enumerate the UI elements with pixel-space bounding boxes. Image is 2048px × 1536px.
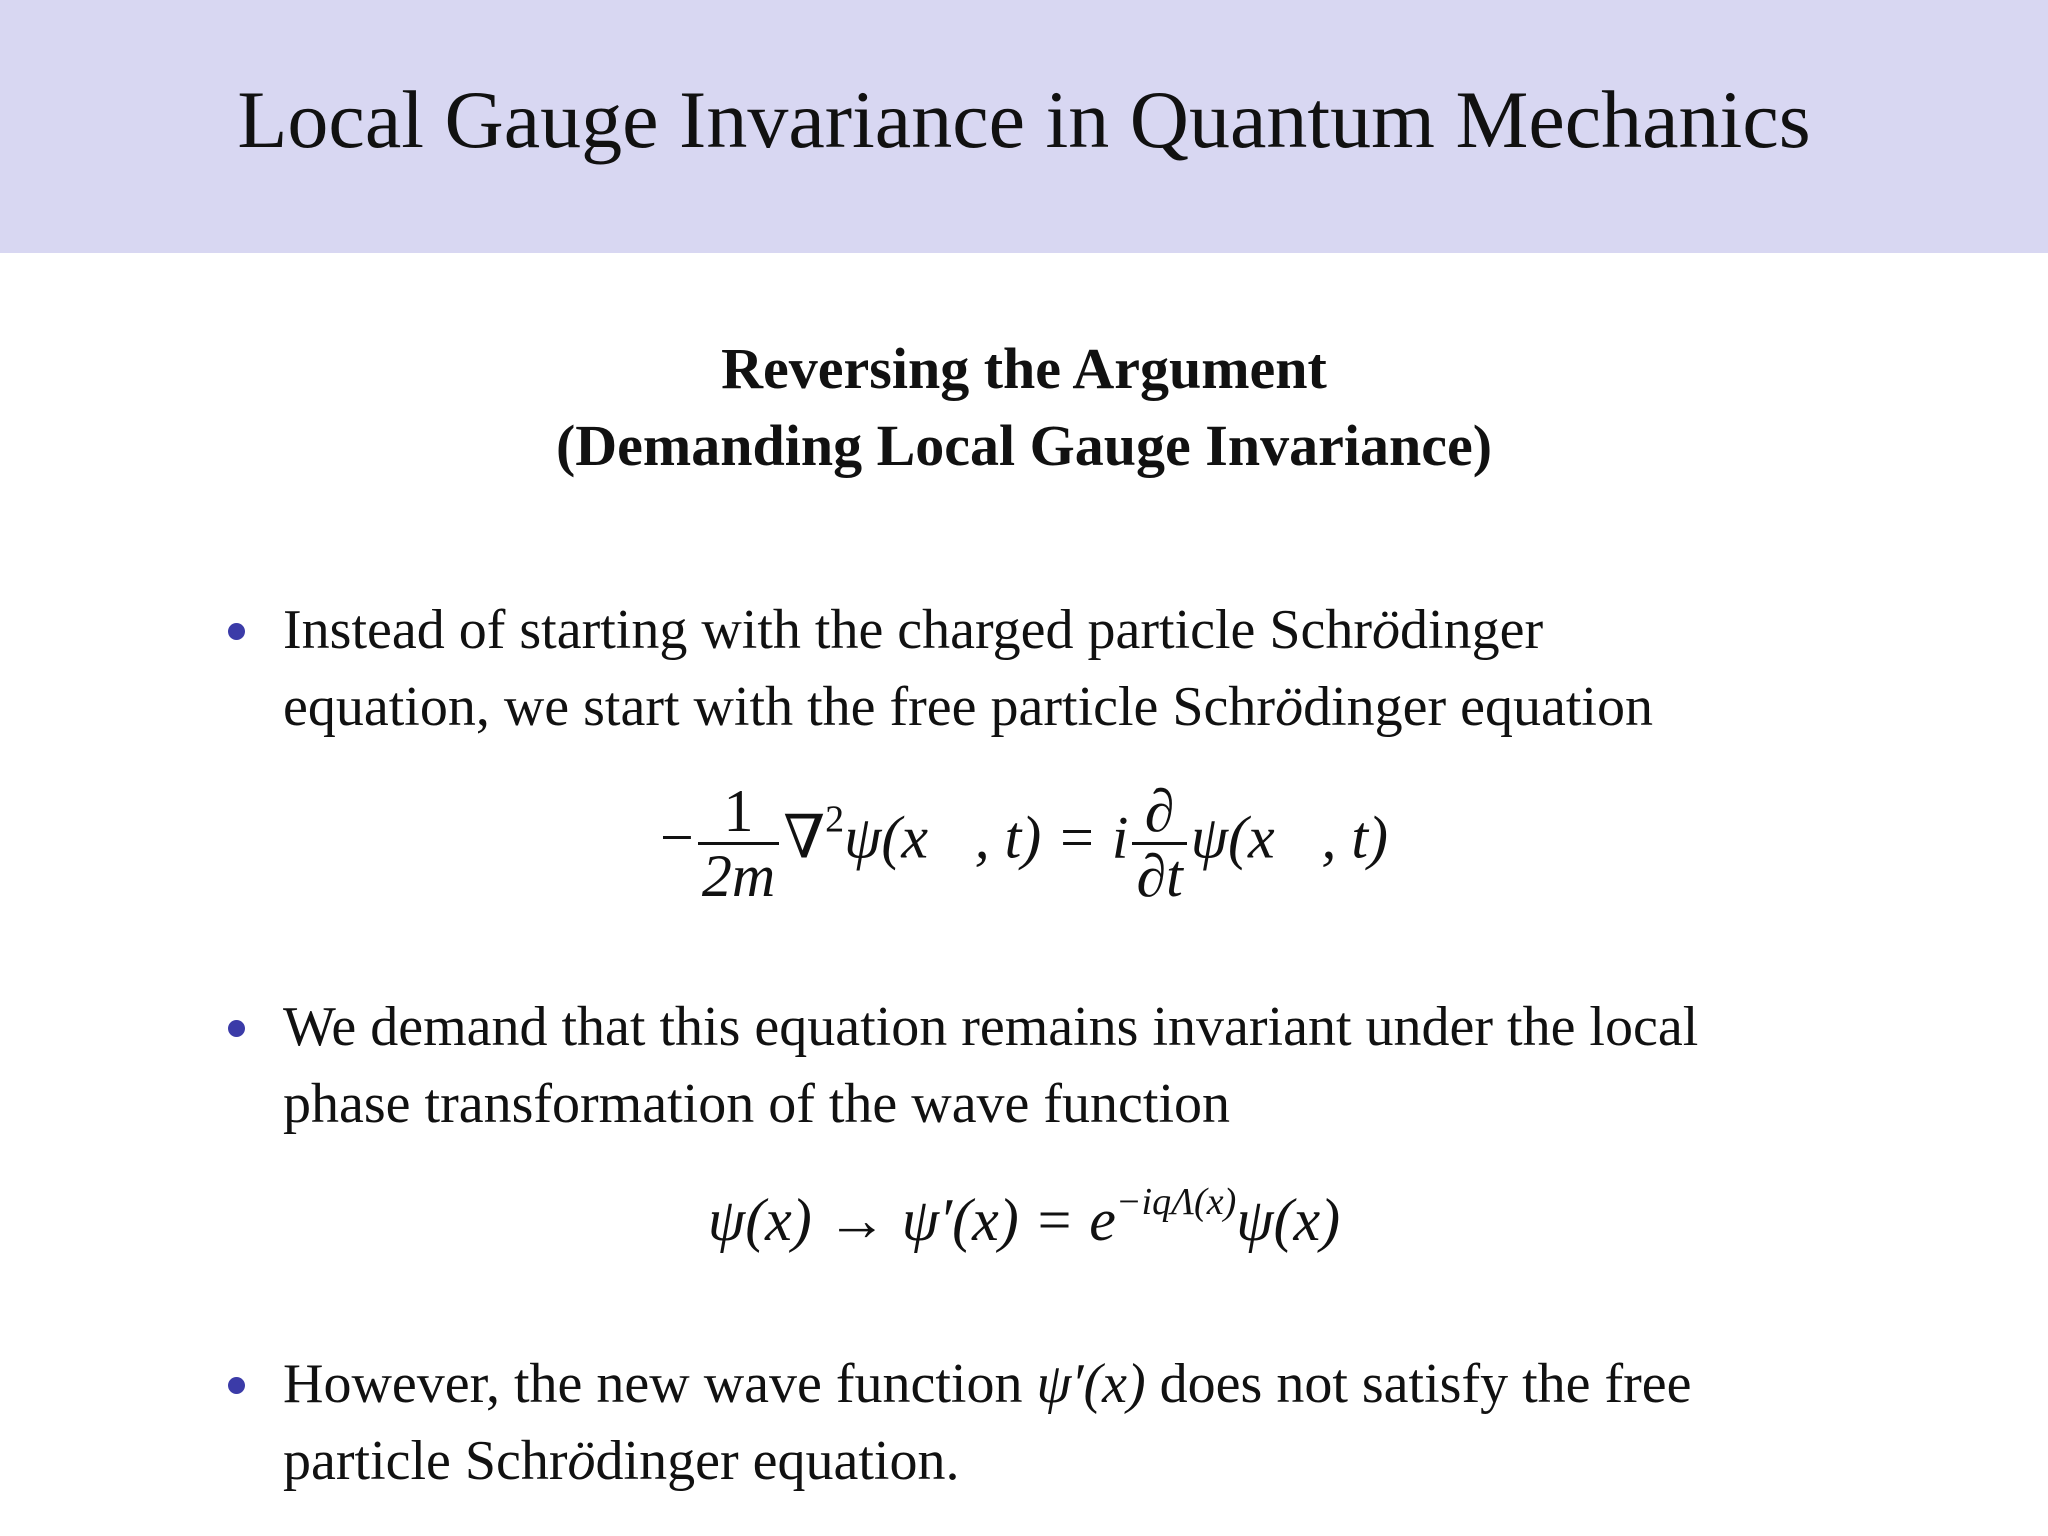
bullet-1 bbox=[283, 592, 1853, 746]
bullet-3-line-2 bbox=[283, 1423, 1853, 1500]
eq1-rhs: ψ(x⃗, t) bbox=[1190, 804, 1388, 871]
bullet-3-line-1 bbox=[283, 1346, 1853, 1423]
bullet-2 bbox=[283, 989, 1853, 1143]
bullet-2-line-1: We demand that this equation remains invariant under the local bbox=[283, 996, 1699, 1058]
section-heading-line-1: Reversing the Argument bbox=[721, 336, 1327, 401]
eq1-frac1-numerator: 1 bbox=[723, 778, 754, 844]
eq1-nabla: ∇ bbox=[783, 804, 826, 871]
bullet-3 bbox=[283, 1346, 1853, 1500]
eq1-exponent: 2 bbox=[825, 798, 845, 841]
phase-transformation-equation bbox=[0, 1180, 2048, 1260]
bullet-3-text-b: does not satisfy the free bbox=[1145, 1353, 1692, 1415]
eq2-exponent: −iqΛ(x) bbox=[1115, 1181, 1237, 1223]
bullet-3-text-c: particle Schr bbox=[283, 1430, 568, 1492]
bullet-dot-2 bbox=[228, 1020, 245, 1037]
bullet-1-text-c: equation, we start with the free particle Schr bbox=[283, 676, 1276, 738]
section-heading-line-2: (Demanding Local Gauge Invariance) bbox=[555, 413, 1493, 478]
bullet-1-text-b: dinger bbox=[1400, 599, 1544, 661]
bullet-3-umlaut: ö bbox=[567, 1430, 596, 1492]
bullet-3-text-d: dinger equation. bbox=[595, 1430, 960, 1492]
eq1-frac2-numerator: ∂ bbox=[1144, 778, 1175, 844]
bullet-dot-1 bbox=[228, 623, 245, 640]
bullet-3-text-a: However, the new wave function bbox=[283, 1353, 1037, 1415]
page-title: Local Gauge Invariance in Quantum Mechanics bbox=[237, 74, 1811, 165]
bullet-1-line-2 bbox=[283, 669, 1853, 746]
bullet-1-line-1 bbox=[283, 592, 1853, 669]
bullet-1-umlaut-b: ö bbox=[1275, 676, 1304, 738]
bullet-dot-3 bbox=[228, 1377, 245, 1394]
eq2-lhs: ψ(x) → ψ′(x) = e bbox=[707, 1187, 1116, 1253]
eq1-fraction-1 bbox=[698, 780, 779, 907]
bullet-3-math: ψ′(x) bbox=[1036, 1353, 1146, 1415]
eq1-lhs: ψ(x⃗, t) = i bbox=[844, 804, 1129, 871]
section-heading bbox=[0, 330, 2048, 484]
bullet-1-text-a: Instead of starting with the charged particle Schr bbox=[283, 599, 1373, 661]
eq1-frac1-denominator: 2m bbox=[698, 842, 779, 907]
bullet-1-text-d: dinger equation bbox=[1303, 676, 1653, 738]
bullet-1-umlaut-a: ö bbox=[1372, 599, 1401, 661]
eq1-frac2-denominator: ∂t bbox=[1132, 842, 1186, 907]
bullet-2-line-2: phase transformation of the wave function bbox=[283, 1073, 1231, 1135]
eq1-minus: − bbox=[660, 804, 694, 871]
schrodinger-equation bbox=[0, 780, 2048, 907]
eq1-fraction-2 bbox=[1132, 780, 1186, 907]
eq2-rhs: ψ(x) bbox=[1236, 1187, 1341, 1253]
